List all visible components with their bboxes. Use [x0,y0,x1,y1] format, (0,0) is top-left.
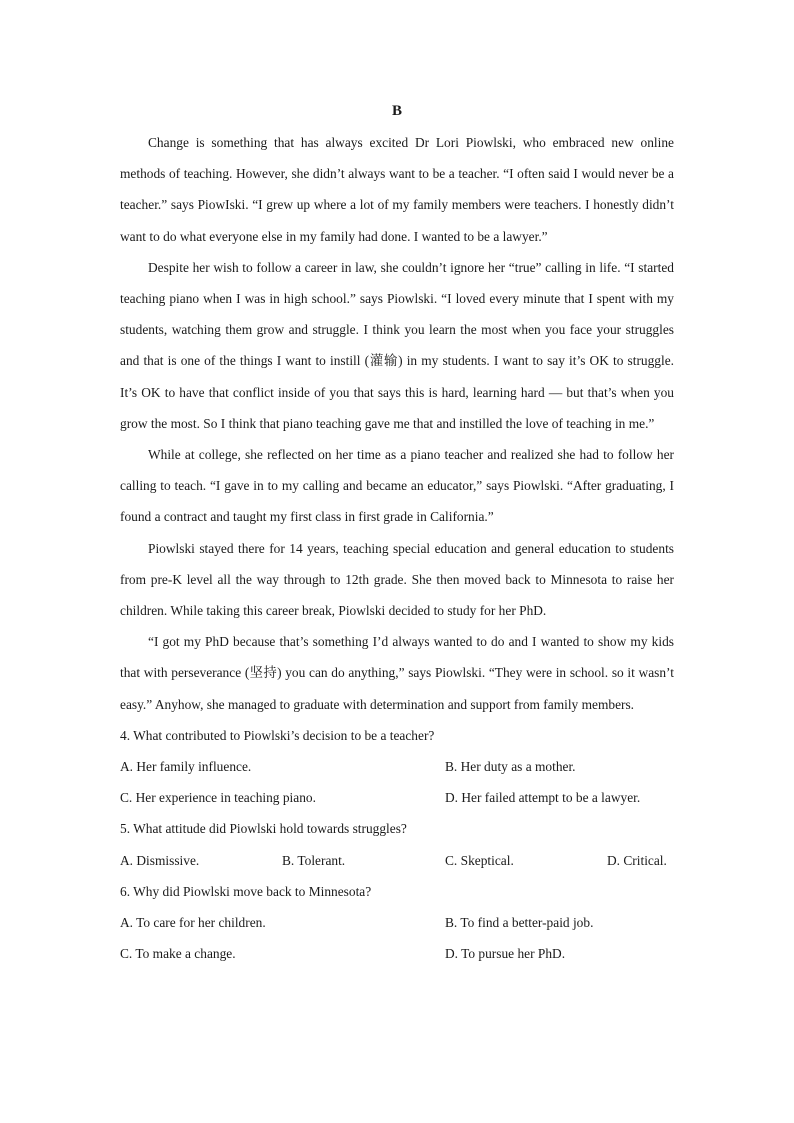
answer-options [120,907,674,969]
question-stem: 5. What attitude did Piowlski hold towards struggles? [120,821,407,837]
option-b: B. Tolerant. [282,852,346,868]
document-page [120,96,674,969]
option-d: D. Critical. [607,852,667,868]
reading-passage [120,127,674,720]
passage-paragraph: “I got my PhD because that’s something I’d always wanted to do and I wanted to show my kids that with perseverance (坚持) you can do anything,” says Piowlski. “They were in school. so it wasn’t easy.” Anyhow, she managed to graduate with determination and support from family members. [120,634,674,712]
option-a: A. To care for her children. [120,915,266,931]
passage-paragraph: Despite her wish to follow a career in law, she couldn’t ignore her “true” calling in life. “I started teaching piano when I was in high school.” says Piowlski. “I loved every minute that I spent with my students, watching them grow and struggle. I think you learn the most when you face your struggles and that is one of the things I want to instill (灌输) in my students. I want to say it’s OK to struggle. It’s OK to have that conflict inside of you that says this is hard, learning hard — but that’s when you grow the most. So I think that piano teaching gave me that and instilled the love of teaching in me.” [120,259,674,431]
option-a: A. Dismissive. [120,852,200,868]
question-5 [120,813,674,875]
question-6 [120,876,674,970]
option-d: D. To pursue her PhD. [445,946,566,962]
answer-options [120,751,674,813]
option-c: C. To make a change. [120,946,236,962]
answer-options [120,845,674,876]
passage-paragraph: Change is something that has always excited Dr Lori Piowlski, who embraced new online methods of teaching. However, she didn’t always want to be a teacher. “I often said I would never be a teacher.” says PiowIski. “I grew up where a lot of my family members were teachers. I honestly didn’t want to do what everyone else in my family had done. I wanted to be a lawyer.” [120,135,674,244]
option-a: A. Her family influence. [120,759,252,775]
option-c: C. Skeptical. [445,852,514,868]
question-4 [120,720,674,814]
question-stem: 4. What contributed to Piowlski’s decision to be a teacher? [120,727,435,743]
question-stem: 6. Why did Piowlski move back to Minnesota? [120,883,372,899]
passage-paragraph: While at college, she reflected on her time as a piano teacher and realized she had to follow her calling to teach. “I gave in to my calling and became an educator,” says Piowlski. “After graduating, I found a contract and taught my first class in first grade in California.” [120,447,674,525]
section-heading: B [391,103,402,119]
option-c: C. Her experience in teaching piano. [120,790,316,806]
option-b: B. Her duty as a mother. [445,759,576,775]
option-d: D. Her failed attempt to be a lawyer. [445,790,641,806]
passage-paragraph: Piowlski stayed there for 14 years, teaching special education and general education to students from pre-K level all the way through to 12th grade. She then moved back to Minnesota to raise her children. While taking this career break, Piowlski decided to study for her PhD. [120,540,674,619]
option-b: B. To find a better-paid job. [445,915,594,931]
